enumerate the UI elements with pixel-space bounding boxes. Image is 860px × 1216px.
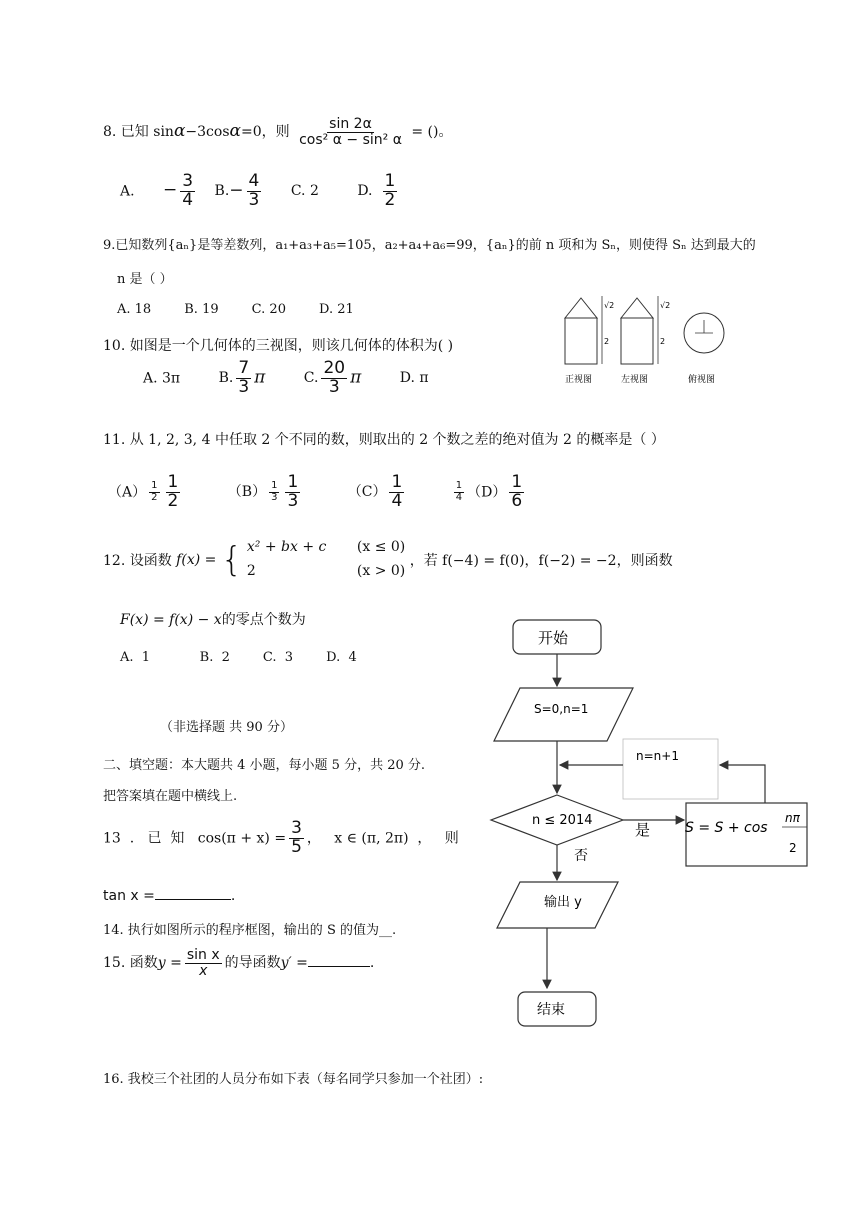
q13-num: 3: [291, 818, 302, 838]
q15-answer-blank[interactable]: [308, 952, 370, 967]
q10-option-a: A. 3π: [143, 370, 181, 387]
q11-option-b-label: （B）: [227, 484, 267, 501]
q10-option-b-num: 7: [238, 358, 250, 378]
q11-option-d-fraction: [509, 474, 524, 511]
front-view-label: 正视图: [565, 375, 593, 385]
q10-options: [143, 360, 429, 397]
q9-line2: n 是（ ）: [117, 272, 173, 287]
q12-case2: 2: [246, 562, 256, 579]
q13-fraction: [289, 820, 304, 857]
q8-fraction: [297, 117, 404, 147]
q8-option-a-num: 3: [182, 171, 194, 191]
q11-d-den: 6: [511, 490, 523, 511]
q8-option-a-sign: −: [163, 180, 178, 201]
q8-option-c: C. 2: [290, 183, 319, 200]
q8-option-b-num: 4: [248, 171, 260, 191]
q8-alpha: α: [173, 121, 186, 142]
front-view: [565, 296, 614, 385]
question-15: [103, 948, 374, 978]
q13-period: .: [230, 888, 236, 904]
q12-cond2: (x > 0): [356, 562, 406, 579]
q11-b-den: 3: [287, 490, 299, 511]
q12-fx: f(x) =: [176, 551, 217, 568]
q11-c-den: 4: [391, 490, 403, 511]
flow-update: [685, 803, 807, 866]
top-view: [684, 313, 724, 385]
q13-den: 5: [291, 836, 302, 857]
section-instruction-2: 把答案填在题中横线上.: [103, 789, 238, 804]
q8-option-d-den: 2: [384, 189, 396, 210]
q12-cases: [247, 536, 405, 584]
q10-option-b-den: 3: [238, 376, 250, 397]
q11-option-d-small-fraction: [454, 481, 464, 503]
q11-b-num: 1: [287, 472, 299, 492]
flow-output: [497, 882, 618, 928]
q13-tan-x: tan x =: [103, 888, 155, 904]
q10-option-c-label: C.: [303, 370, 319, 387]
question-12: [103, 536, 673, 584]
flow-end: [518, 992, 596, 1026]
flow-end-label: 结束: [537, 1002, 565, 1018]
q10-option-c-fraction: [321, 360, 347, 397]
flow-update-num: nπ: [785, 811, 800, 825]
q11-option-b-fraction: [285, 474, 300, 511]
q8-fraction-denominator: cos² α − sin² α: [299, 131, 402, 148]
q11-option-c-label: （C）: [347, 484, 387, 501]
front-dim-top: √2: [604, 301, 615, 310]
three-views-figure: [555, 288, 735, 388]
q11-b-small-den: 3: [271, 491, 278, 503]
q11-option-d-label: （D）: [467, 484, 507, 501]
q10-option-c-pi: π: [350, 367, 362, 388]
q11-d-small-num: 1: [455, 480, 463, 492]
q12-line2-text: 的零点个数为: [221, 612, 306, 628]
q8-option-d-label: D.: [357, 183, 373, 200]
q8-stem-text: 8. 已知 sin: [103, 124, 174, 141]
q8-options: [120, 173, 400, 210]
flow-init: [494, 688, 633, 741]
q8-option-b-sign: −: [229, 180, 244, 201]
q8-option-b-den: 3: [248, 189, 260, 210]
q8-tail: = ()。: [411, 124, 453, 141]
q13-line2: [103, 885, 235, 904]
q11-b-small-num: 1: [271, 480, 278, 492]
q10-option-c-den: 3: [328, 376, 340, 397]
flow-init-label: S=0,n=1: [534, 702, 589, 716]
side-dim-side: 2: [660, 337, 666, 346]
q8-option-a-fraction: [180, 173, 195, 210]
q13-stem-suffix: ， x ∈ (π, 2π) ， 则: [306, 830, 459, 847]
top-view-label: 俯视图: [688, 375, 716, 385]
q9-line1: 9.已知数列{aₙ}是等差数列，a₁+a₃+a₅=105，a₂+a₄+a₆=99，{aₙ}的前 n 项和为 Sₙ，则使得 Sₙ 达到最大的: [103, 238, 756, 253]
q11-option-c-fraction: [389, 474, 404, 511]
q15-fraction: [185, 948, 222, 978]
q16-text: 16. 我校三个社团的人员分布如下表（每名同学只参加一个社团）:: [103, 1072, 484, 1087]
q11-a-den: 2: [167, 490, 179, 511]
q11-option-a-fraction: [166, 474, 181, 511]
q15-den: x: [199, 962, 208, 979]
section-instruction-1: 二、填空题：本大题共 4 小题，每小题 5 分，共 20 分.: [103, 758, 426, 773]
q11-stem: 11. 从 1, 2, 3, 4 中任取 2 个不同的数，则取出的 2 个数之差的绝对值为 2 的概率是（ ）: [103, 432, 665, 448]
q11-a-small-den: 2: [151, 491, 158, 503]
q11-option-b-small-fraction: [269, 481, 279, 503]
q10-option-b-pi: π: [254, 367, 266, 388]
flow-increment-label: n=n+1: [636, 749, 679, 763]
question-13: [103, 820, 459, 857]
q8-option-d-num: 1: [384, 171, 396, 191]
q12-options: A. 1 B. 2 C. 3 D. 4: [120, 650, 357, 665]
q8-fraction-numerator: sin 2α: [329, 116, 372, 132]
flow-increment: [623, 739, 718, 799]
q12-cond1: (x ≤ 0): [356, 539, 406, 555]
q8-option-a-label: A.: [120, 183, 135, 200]
flow-condition: [491, 795, 623, 845]
q12-line2: [120, 609, 306, 629]
flow-start: [513, 620, 601, 654]
q10-option-d: D. π: [399, 370, 429, 387]
q13-stem-prefix: 13 . 已 知 cos(π + x) =: [103, 830, 287, 847]
side-view: [621, 296, 670, 385]
flow-condition-label: n ≤ 2014: [532, 813, 593, 828]
q8-option-b-fraction: [247, 173, 262, 210]
q11-a-small-num: 1: [151, 480, 158, 492]
q8-option-d-fraction: [383, 173, 398, 210]
q15-y: y =: [157, 955, 182, 972]
q15-num: sin x: [186, 947, 220, 963]
flow-arrow-loop-up: [720, 765, 765, 803]
q12-stem-suffix: ，若 f(−4) = f(0)，f(−2) = −2，则函数: [409, 552, 673, 569]
question-8: [103, 117, 452, 147]
q8-stem-text-3: =0，则: [241, 124, 290, 141]
flow-output-label: 输出 y: [544, 895, 582, 910]
front-dim-side: 2: [604, 337, 610, 346]
q9-options: A. 18 B. 19 C. 20 D. 21: [117, 302, 354, 317]
section-header: （非选择题 共 90 分）: [160, 720, 293, 735]
flow-start-label: 开始: [538, 629, 569, 647]
q15-period: .: [369, 955, 375, 972]
q12-stem-prefix: 12. 设函数: [103, 552, 172, 569]
q12-Fx: F(x) = f(x) − x: [120, 612, 222, 628]
q12-brace: {: [220, 539, 243, 580]
q15-stem-prefix: 15. 函数: [103, 955, 158, 972]
q15-stem-mid: 的导函数: [224, 955, 281, 972]
q10-stem: 10. 如图是一个几何体的三视图，则该几何体的体积为( ): [103, 338, 454, 354]
side-dim-top: √2: [660, 301, 671, 310]
q11-d-num: 1: [511, 472, 523, 492]
q11-option-a-small-fraction: [149, 481, 159, 503]
q11-a-num: 1: [167, 472, 179, 492]
q11-options: [108, 474, 527, 511]
q10-option-b-label: B.: [218, 370, 234, 387]
q14-text: 14. 执行如图所示的程序框图，输出的 S 的值为__.: [103, 923, 397, 938]
q15-yprime: y′ =: [280, 955, 308, 972]
flow-yes-label: 是: [635, 821, 651, 839]
q8-stem-text-2: −3cos: [185, 124, 230, 141]
q8-option-a-den: 4: [182, 189, 194, 210]
flow-update-label: S = S + cos: [685, 820, 768, 836]
q13-answer-blank[interactable]: [155, 885, 231, 900]
q10-option-c-num: 20: [323, 358, 346, 378]
program-flowchart: [480, 610, 820, 1040]
side-view-label: 左视图: [621, 375, 649, 385]
q11-option-a-label: （A）: [108, 484, 147, 501]
flow-no-label: 否: [574, 848, 588, 864]
q11-c-num: 1: [391, 472, 403, 492]
flow-update-den: 2: [789, 841, 797, 855]
q12-case1: x² + bx + c: [246, 539, 327, 555]
q8-option-b-label: B.: [214, 183, 230, 200]
q11-d-small-den: 4: [455, 491, 463, 503]
q10-option-b-fraction: [236, 360, 251, 397]
q8-alpha-2: α: [229, 121, 241, 142]
